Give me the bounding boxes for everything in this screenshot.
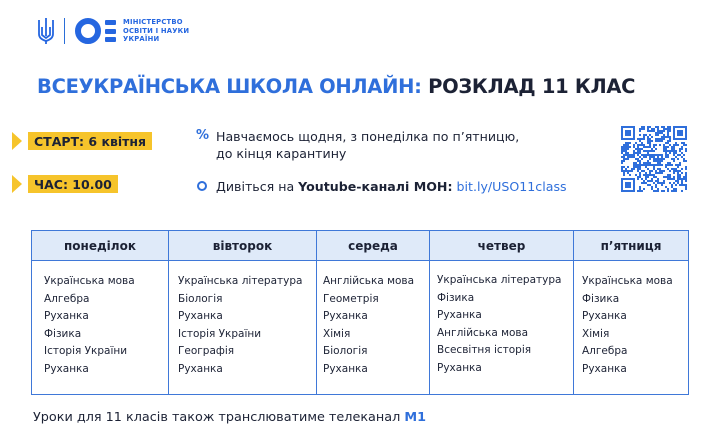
time-tag [12, 175, 118, 193]
subject-item: Руханка [178, 310, 223, 322]
mon-e-shape [105, 20, 116, 42]
subject-item: Англійська мова [323, 275, 415, 287]
subject-item: Історія України [44, 345, 128, 357]
subject-item: Руханка [323, 310, 368, 322]
subject-item: Руханка [582, 310, 627, 322]
trident-icon [37, 16, 55, 46]
ministry-name-line: ОСВІТИ І НАУКИ [123, 26, 190, 35]
day-column-tuesday [169, 231, 317, 394]
schedule-note [216, 128, 596, 162]
day-header: понеділок [32, 231, 168, 261]
subject-item: Руханка [437, 309, 482, 321]
day-header: четвер [430, 231, 573, 261]
subject-item: Руханка [323, 362, 368, 375]
youtube-note [216, 178, 616, 195]
mon-logo-mark [75, 18, 116, 44]
subject-item: Українська мова [44, 275, 135, 287]
subject-item: Біологія [323, 345, 368, 357]
day-column-monday [32, 231, 169, 394]
ministry-name-line: МІНІСТЕРСТВО [123, 18, 183, 27]
ministry-name [123, 18, 189, 43]
youtube-channel-label: Youtube-каналі МОН: [298, 179, 453, 194]
logo-divider [64, 18, 65, 44]
broadcast-note [33, 410, 426, 425]
day-header: середа [317, 231, 429, 261]
subject-list [574, 261, 688, 378]
broadcast-text: Уроки для 11 класів також транслюватиме телеканал [33, 410, 405, 425]
day-header: вівторок [169, 231, 316, 261]
subject-list [317, 261, 429, 378]
subject-item: Руханка [44, 310, 89, 322]
subject-item: Всесвітня історія [437, 344, 532, 356]
subject-item: Англійська мова [437, 326, 529, 339]
schedule-table [31, 230, 689, 395]
ring-bullet-icon [197, 181, 207, 191]
subject-list [430, 261, 573, 377]
title-part-school: ВСЕУКРАЇНСЬКА ШКОЛА ОНЛАЙН: [37, 75, 422, 98]
qr-code-icon[interactable] [621, 126, 687, 192]
schedule-note-line: до кінця карантину [216, 146, 347, 161]
youtube-link[interactable]: bit.ly/USO11class [452, 179, 567, 194]
day-header: п’ятниця [574, 231, 688, 261]
subject-item: Українська мова [582, 275, 673, 287]
day-column-wednesday [317, 231, 430, 394]
youtube-prefix: Дивіться на [216, 179, 299, 194]
subject-item: Біологія [178, 292, 223, 305]
subject-item: Фізика [582, 292, 620, 305]
arrow-icon [12, 132, 22, 150]
subject-item: Історія України [178, 327, 262, 340]
subject-item: Українська література [437, 274, 562, 286]
title-part-schedule: РОЗКЛАД 11 КЛАС [421, 75, 636, 98]
page-title [37, 75, 635, 98]
ministry-logo [37, 15, 189, 47]
day-column-friday [574, 231, 688, 394]
start-date-label: СТАРТ: 6 квітня [28, 132, 152, 150]
subject-item: Алгебра [44, 292, 90, 305]
subject-item: Алгебра [582, 345, 628, 357]
arrow-icon [12, 175, 22, 193]
subject-list [32, 261, 168, 378]
mon-o-shape [75, 18, 101, 44]
day-column-thursday [430, 231, 574, 394]
subject-item: Хімія [582, 327, 610, 340]
subject-item: Руханка [44, 362, 89, 375]
subject-item: Географія [178, 345, 235, 357]
subject-item: Фізика [437, 291, 475, 304]
channel-name: М1 [404, 410, 426, 425]
subject-item: Українська література [178, 275, 303, 287]
subject-item: Руханка [582, 362, 627, 375]
subject-item: Геометрія [323, 292, 379, 305]
subject-item: Руханка [178, 362, 223, 375]
start-date-tag [12, 132, 152, 150]
percent-icon: % [196, 128, 210, 143]
ministry-name-line: УКРАЇНИ [123, 35, 160, 44]
subject-item: Хімія [323, 327, 351, 340]
schedule-note-line: Навчаємось щодня, з понеділка по п’ятницю, [216, 129, 520, 144]
subject-item: Фізика [44, 327, 82, 340]
subject-list [169, 261, 316, 378]
subject-item: Руханка [437, 361, 482, 374]
time-label: ЧАС: 10.00 [28, 175, 118, 193]
